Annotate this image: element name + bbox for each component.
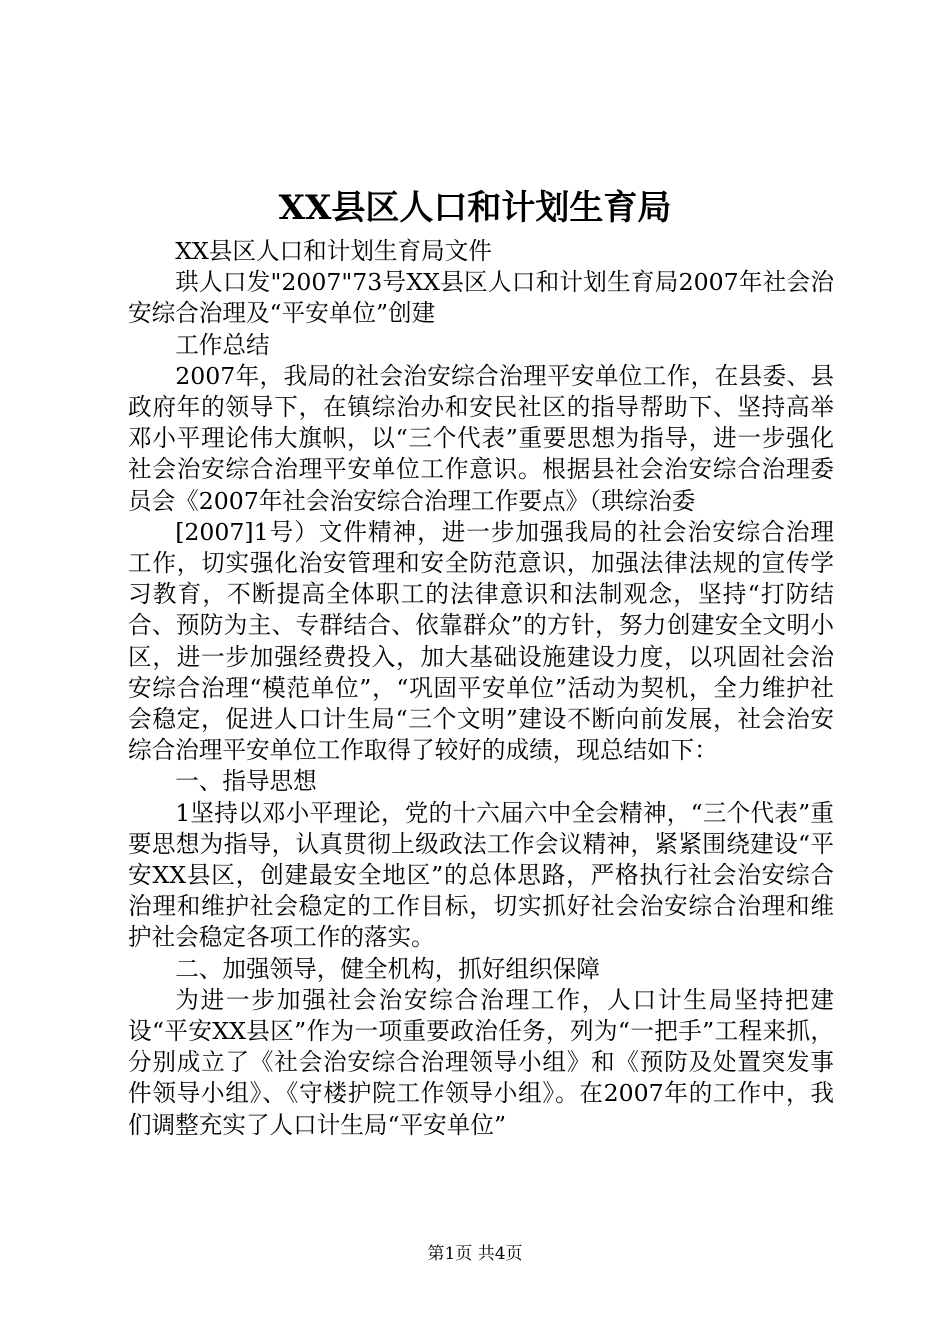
- document-title: XX县区人口和计划生育局: [278, 188, 672, 228]
- paragraph-policy: [2007]1号）文件精神，进一步加强我局的社会治安综合治理工作，切实强化治安管理和安全防范意识，加强法律法规的宣传学习教育，不断提高全体职工的法律意识和法制观念，坚持“打防结合、预防为主、专群结合、依靠群众”的方针，努力创建安全文明小区，进一步加强经费投入，加大基础设施建设力度，以巩固社会治安综合治理“模范单位”，“巩固平安单位”活动为契机，全力维护社会稳定，促进人口计生局“三个文明”建设不断向前发展，社会治安综合治理平安单位工作取得了较好的成绩，现总结如下：: [128, 517, 834, 765]
- section-heading-2: 二、加强领导，健全机构，抓好组织保障: [175, 954, 600, 983]
- paragraph-summary-label: 工作总结: [175, 330, 270, 359]
- section-heading-1: 一、指导思想: [175, 767, 317, 796]
- paragraph-intro: 2007年，我局的社会治安综合治理平安单位工作，在县委、县政府年的领导下，在镇综治办和安民社区的指导帮助下、坚持高举邓小平理论伟大旗帜，以“三个代表”重要思想为指导，进一步强化社会治安综合治理平安单位工作意识。根据县社会治安综合治理委员会《2007年社会治安综合治理工作要点》（珙综治委: [128, 361, 834, 515]
- document-body: [128, 236, 834, 1141]
- paragraph-doc-header: XX县区人口和计划生育局文件: [175, 237, 492, 265]
- page-footer: 第1页 共4页: [427, 1244, 523, 1264]
- paragraph-guiding-thought: 1坚持以邓小平理论，党的十六届六中全会精神，“三个代表”重要思想为指导，认真贯彻上级政法工作会议精神，紧紧围绕建设“平安XX县区，创建最安全地区”的总体思路，严格执行社会治安综合治理和维护社会稳定的工作目标，切实抓好社会治安综合治理和维护社会稳定各项工作的落实。: [128, 798, 834, 952]
- paragraph-doc-number: 珙人口发"2007"73号XX县区人口和计划生育局2007年社会治安综合治理及“平安单位”创建: [128, 268, 834, 328]
- paragraph-leadership: 为进一步加强社会治安综合治理工作，人口计生局坚持把建设“平安XX县区”作为一项重要政治任务，列为“一把手”工程来抓，分别成立了《社会治安综合治理领导小组》和《预防及处置突发事件领导小组》、《守楼护院工作领导小组》。在2007年的工作中，我们调整充实了人口计生局“平安单位”: [128, 985, 834, 1139]
